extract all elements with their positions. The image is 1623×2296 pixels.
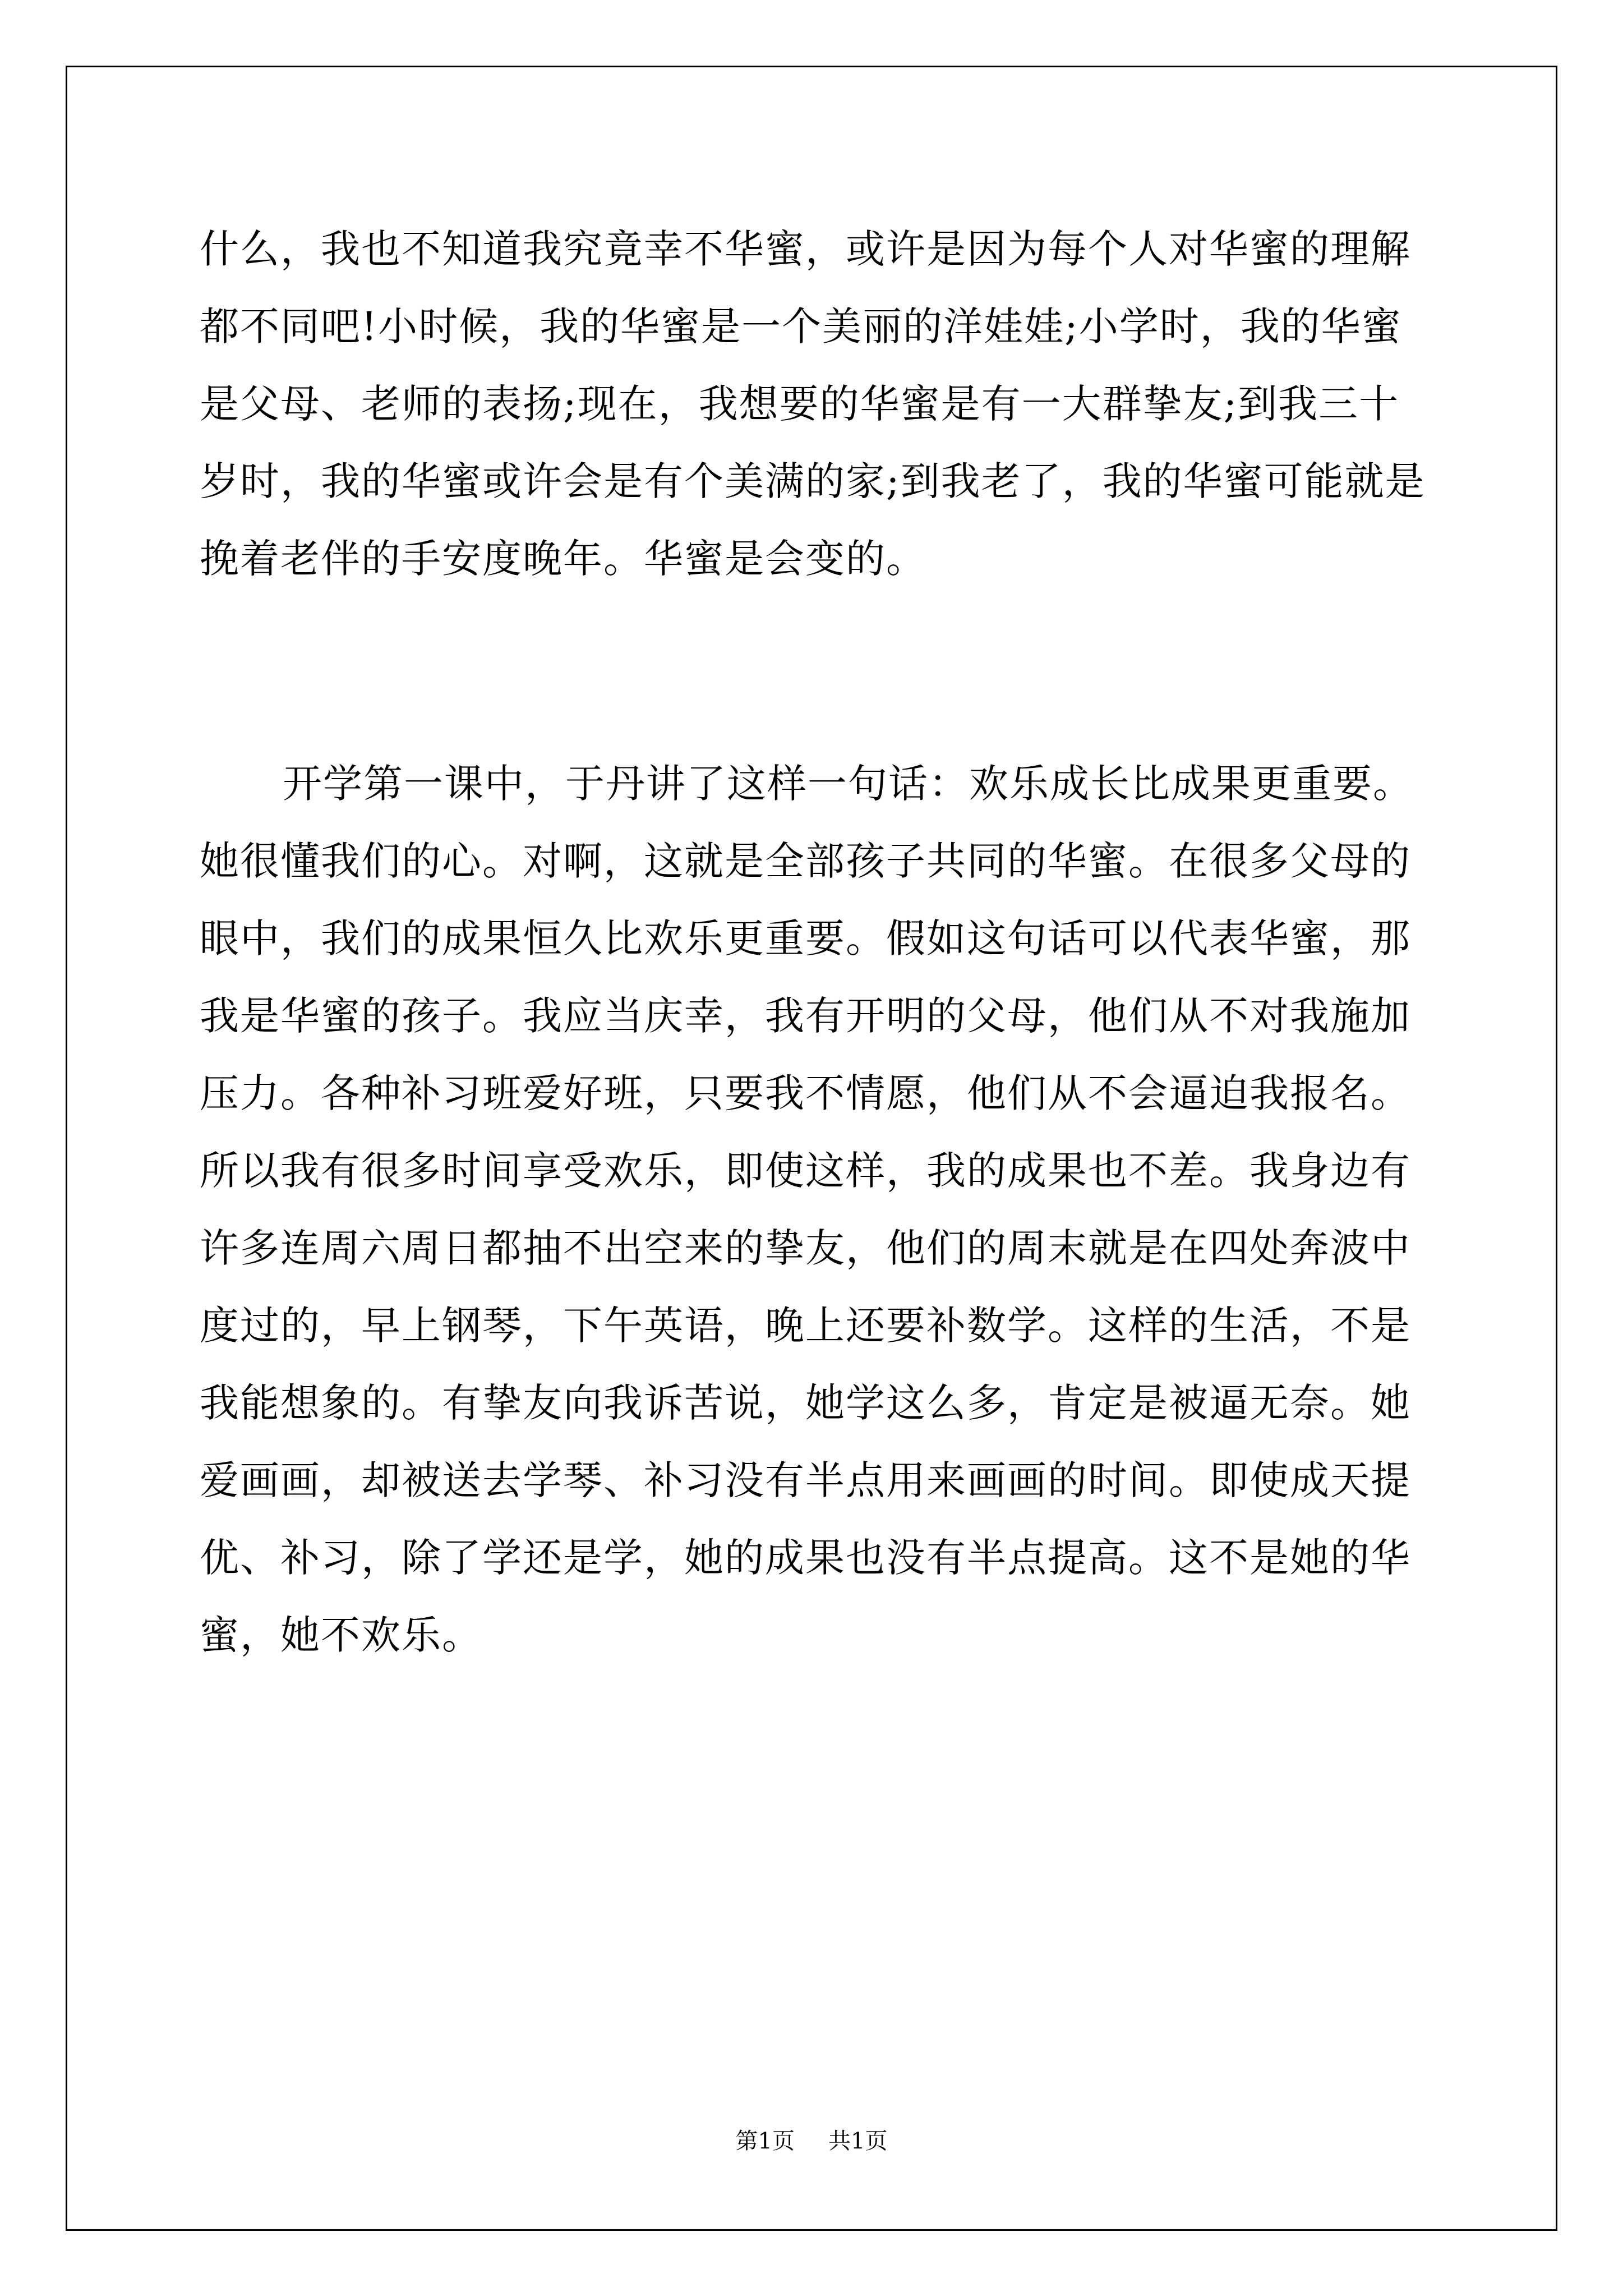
page-number: 第1页 — [735, 2128, 795, 2154]
text-line — [200, 683, 1428, 744]
text-line: 开学第一课中，于丹讲了这样一句话：欢乐成长比成果更重要。 — [283, 761, 1413, 807]
text-line: 是父母、老师的表扬;现在，我想要的华蜜是有一大群挚友;到我三十 — [200, 381, 1400, 427]
page-total: 共1页 — [828, 2128, 888, 2154]
text-line: 她很懂我们的心。对啊，这就是全部孩子共同的华蜜。在很多父母的 — [200, 838, 1411, 884]
text-line: 度过的，早上钢琴，下午英语，晚上还要补数学。这样的生活，不是 — [200, 1303, 1411, 1349]
text-line — [200, 605, 1428, 667]
text-line: 眼中，我们的成果恒久比欢乐更重要。假如这句话可以代表华蜜，那 — [200, 915, 1411, 961]
text-line: 什么，我也不知道我究竟幸不华蜜，或许是因为每个人对华蜜的理解 — [200, 226, 1411, 272]
text-line: 岁时，我的华蜜或许会是有个美满的家;到我老了，我的华蜜可能就是 — [200, 458, 1426, 504]
text-line: 我能想象的。有挚友向我诉苦说，她学这么多，肯定是被逼无奈。她 — [200, 1380, 1411, 1426]
text-line: 我是华蜜的孩子。我应当庆幸，我有开明的父母，他们从不对我施加 — [200, 993, 1411, 1039]
text-line: 挽着老伴的手安度晚年。华蜜是会变的。 — [200, 536, 926, 582]
text-line: 都不同吧!小时候，我的华蜜是一个美丽的洋娃娃;小学时，我的华蜜 — [200, 303, 1402, 349]
text-line: 蜜，她不欢乐。 — [200, 1612, 482, 1658]
text-line: 优、补习，除了学还是学，她的成果也没有半点提高。这不是她的华 — [200, 1535, 1411, 1581]
text-line: 所以我有很多时间享受欢乐，即使这样，我的成果也不差。我身边有 — [200, 1148, 1411, 1194]
page-footer — [0, 2124, 1623, 2158]
text-line: 许多连周六周日都抽不出空来的挚友，他们的周末就是在四处奔波中 — [200, 1225, 1411, 1271]
text-line: 爱画画，却被送去学琴、补习没有半点用来画画的时间。即使成天提 — [200, 1457, 1411, 1503]
text-line: 压力。各种补习班爱好班，只要我不情愿，他们从不会逼迫我报名。 — [200, 1070, 1411, 1116]
